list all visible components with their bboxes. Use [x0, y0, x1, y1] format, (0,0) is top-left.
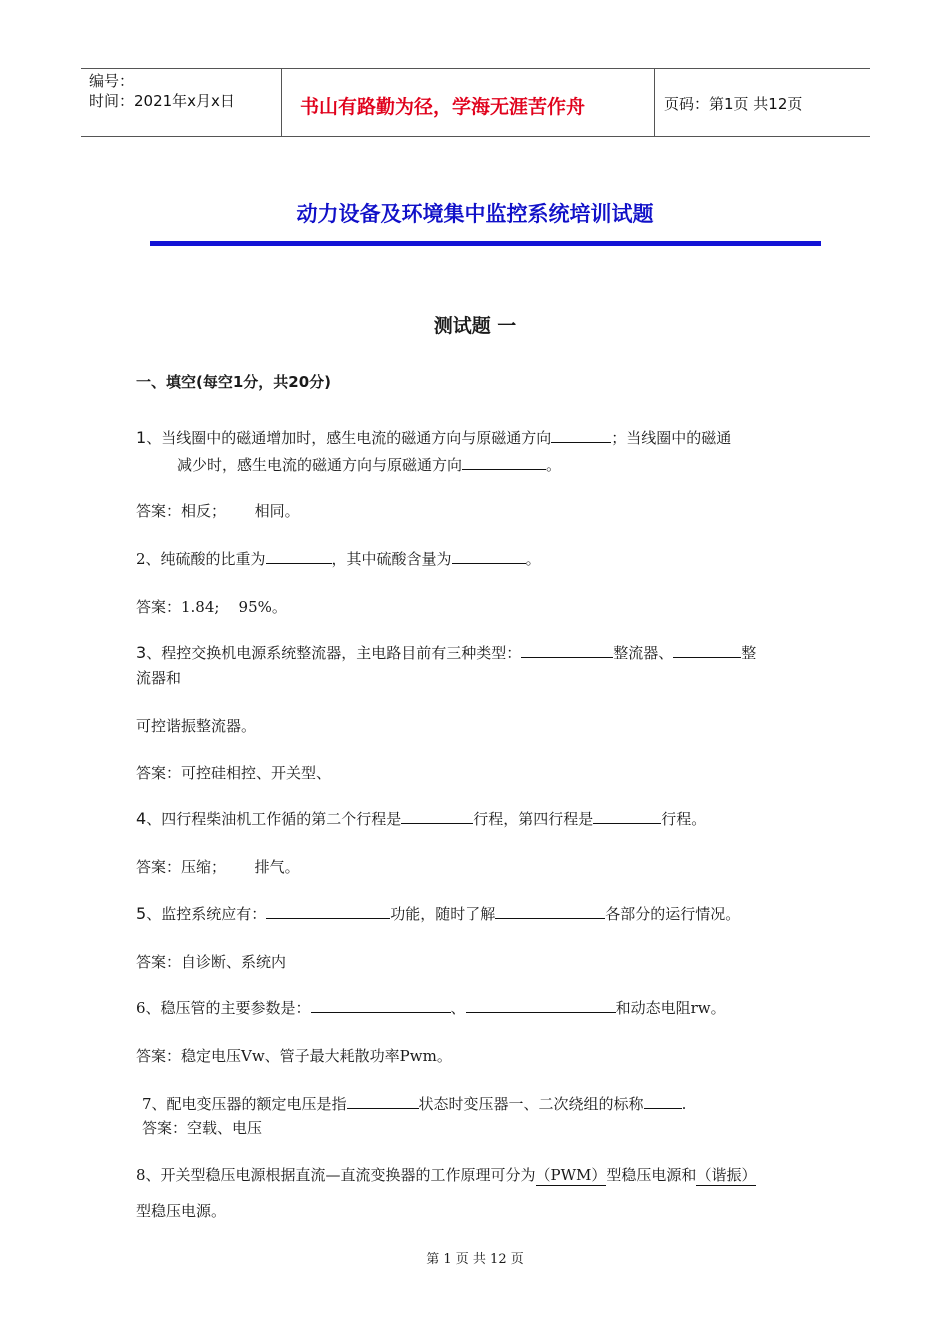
header-bottom-border — [81, 136, 870, 137]
filled-answer: （谐振） — [696, 1166, 757, 1184]
answer-blank[interactable] — [266, 548, 332, 564]
filled-answer: （PWM） — [535, 1166, 607, 1184]
answer-blank[interactable] — [462, 454, 546, 470]
question-2: 2、纯硫酸的比重为 ，其中硫酸含量为 。 — [136, 550, 541, 568]
answer-blank[interactable] — [401, 808, 473, 824]
question-7: 7、配电变压器的额定电压是指 状态时变压器一、二次绕组的标称 . — [142, 1095, 687, 1113]
answer-blank[interactable] — [593, 808, 661, 824]
header-divider-left — [281, 68, 282, 136]
question-1-line-1: 1、当线圈中的磁通增加时，感生电流的磁通方向与原磁通方向 ；当线圈中的磁通 — [136, 428, 732, 447]
answer-blank[interactable] — [495, 903, 605, 919]
header-time-label: 时间：2021年x月x日 — [89, 92, 235, 110]
answer-blank[interactable] — [311, 997, 451, 1013]
question-3-answer: 答案：可控硅相控、开关型、 — [136, 764, 332, 782]
question-5-answer: 答案：自诊断、系统内 — [136, 953, 287, 971]
page-footer: 第 1 页 共 12 页 — [426, 1252, 524, 1267]
answer-blank[interactable] — [452, 548, 526, 564]
answer-blank[interactable] — [521, 642, 613, 658]
question-8-line-1: 8、开关型稳压电源根据直流—直流变换器的工作原理可分为（PWM）型稳压电源和（谐振） — [136, 1166, 757, 1184]
question-1-answer: 答案：相反； 相同。 — [136, 502, 300, 520]
question-3-line-3: 可控谐振整流器。 — [136, 717, 257, 735]
answer-blank[interactable] — [551, 427, 611, 443]
question-4-answer: 答案：压缩； 排气。 — [136, 858, 300, 876]
answer-blank[interactable] — [347, 1093, 419, 1109]
question-1-line-2: 减少时，感生电流的磁通方向与原磁通方向 。 — [177, 456, 562, 474]
question-6-answer: 答案：稳定电压Vw、管子最大耗散功率Pwm。 — [136, 1047, 452, 1065]
question-2-answer: 答案：1.84; 95%。 — [136, 598, 287, 616]
header-page-info: 页码：第1页 共12页 — [664, 95, 803, 113]
header-motto: 书山有路勤为径，学海无涯苦作舟 — [300, 96, 586, 118]
title-underline — [150, 241, 821, 246]
question-3-line-2: 流器和 — [136, 669, 182, 687]
header-top-border — [81, 68, 870, 69]
answer-blank[interactable] — [466, 997, 616, 1013]
answer-blank[interactable] — [673, 642, 741, 658]
question-7-answer: 答案：空载、电压 — [142, 1119, 263, 1137]
header-divider-right — [654, 68, 655, 136]
question-8-line-2: 型稳压电源。 — [136, 1202, 227, 1220]
question-3-line-1: 3、程控交换机电源系统整流器，主电路目前有三种类型： 整流器、 整 — [136, 643, 757, 662]
answer-blank[interactable] — [266, 903, 390, 919]
answer-blank[interactable] — [644, 1093, 682, 1109]
question-5: 5、监控系统应有： 功能，随时了解 各部分的运行情况。 — [136, 904, 741, 923]
document-title: 动力设备及环境集中监控系统培训试题 — [296, 202, 654, 226]
question-4: 4、四行程柴油机工作循的第二个行程是 行程，第四行程是 行程。 — [136, 809, 707, 828]
part-heading: 一、填空(每空1分，共20分) — [136, 373, 332, 391]
question-6: 6、稳压管的主要参数是： 、 和动态电阻rw。 — [136, 999, 726, 1017]
section-title: 测试题 一 — [433, 315, 517, 337]
header-number-label: 编号： — [89, 72, 135, 90]
